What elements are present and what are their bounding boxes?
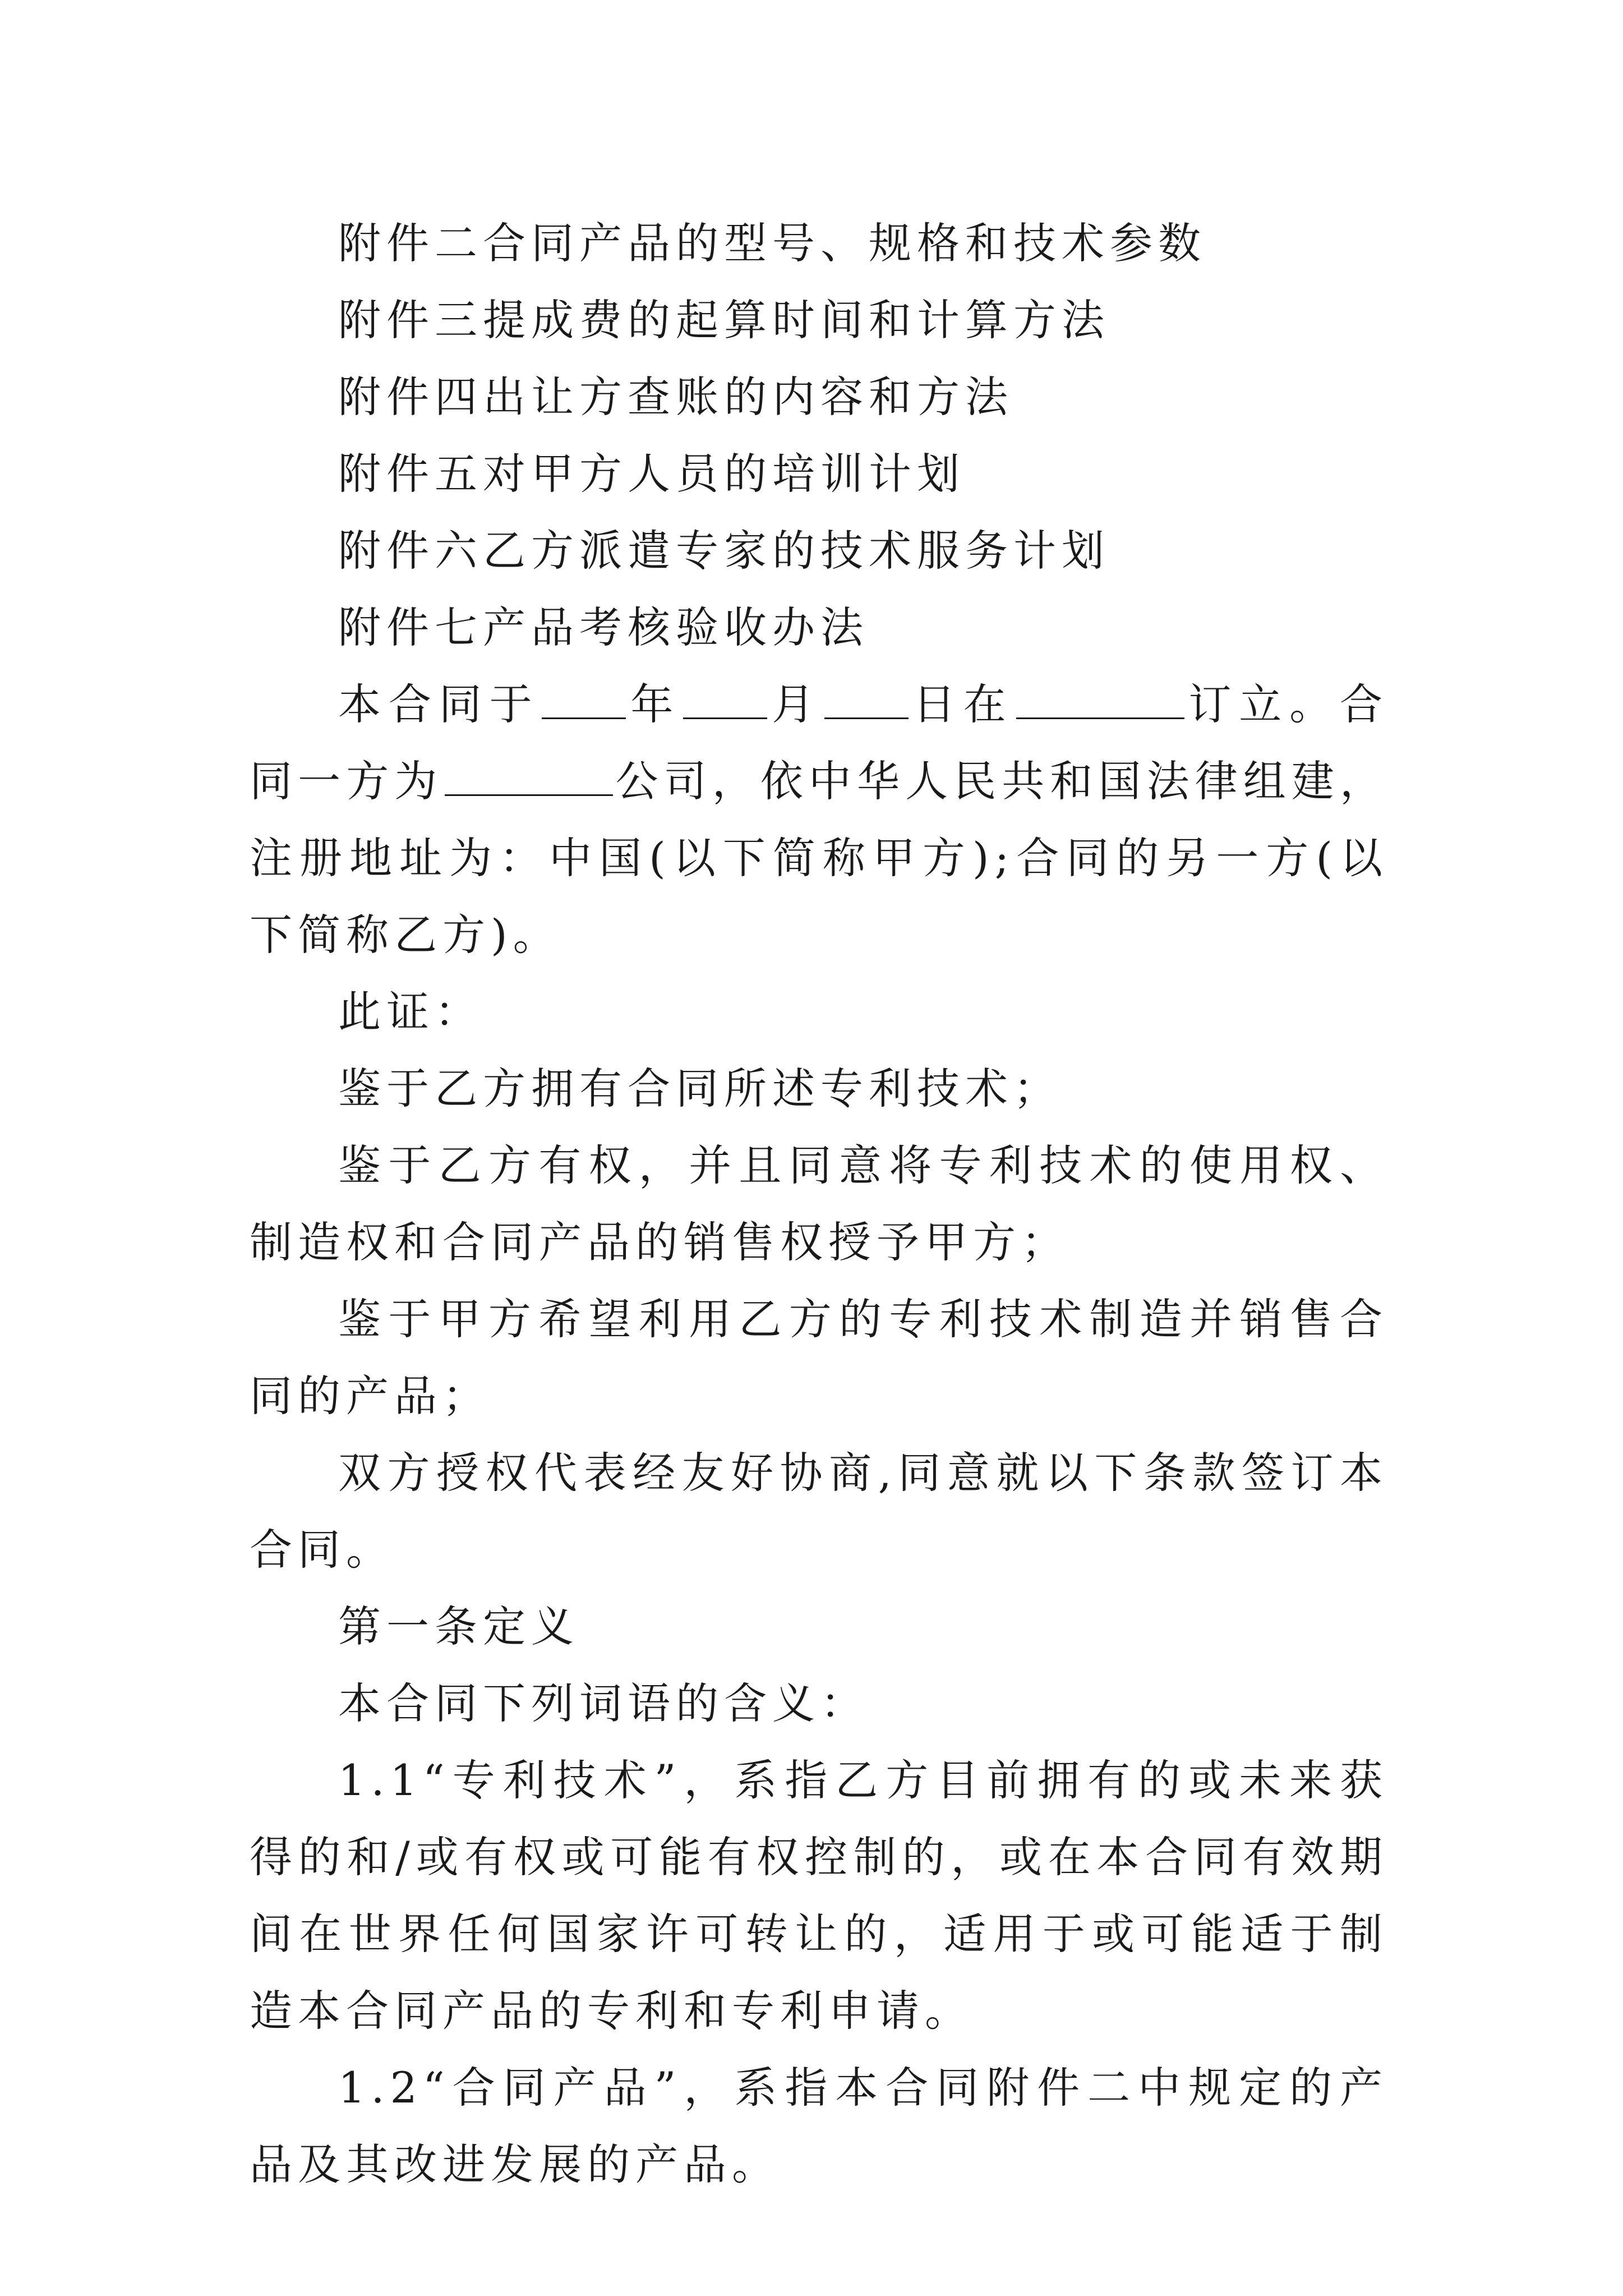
attachment-item: 附件六乙方派遣专家的技术服务计划 bbox=[338, 526, 1110, 576]
signing-text-intro: 本合同于 bbox=[338, 679, 540, 729]
recital-paragraph: 鉴于乙方拥有合同所述专利技术； bbox=[338, 1064, 1062, 1114]
month-label: 月 bbox=[769, 679, 822, 729]
year-blank bbox=[542, 678, 626, 719]
month-blank bbox=[683, 678, 767, 719]
definitions-intro: 本合同下列词语的含义： bbox=[338, 1678, 869, 1728]
company-blank bbox=[445, 755, 613, 796]
attachment-item: 附件四出让方查账的内容和方法 bbox=[338, 372, 1013, 422]
year-label: 年 bbox=[628, 679, 681, 729]
agreement-statement: 双方授权代表经友好协商,同意就以下条款签订本合同。 bbox=[250, 1448, 1388, 1575]
definition-clause: 1.2“合同产品”，系指本合同附件二中规定的产品及其改进发展的产品。 bbox=[250, 2063, 1388, 2189]
place-blank bbox=[1016, 678, 1184, 719]
attachment-item: 附件七产品考核验收办法 bbox=[338, 602, 869, 652]
article-heading: 第一条定义 bbox=[338, 1602, 579, 1651]
recital-paragraph: 鉴于甲方希望利用乙方的专利技术制造并销售合同的产品； bbox=[250, 1294, 1388, 1421]
attachment-item: 附件三提成费的起算时间和计算方法 bbox=[338, 295, 1110, 345]
day-label: 日在 bbox=[910, 679, 1014, 729]
attachment-item: 附件二合同产品的型号、规格和技术参数 bbox=[338, 218, 1206, 268]
recital-paragraph: 鉴于乙方有权，并且同意将专利技术的使用权、制造权和合同产品的销售权授予甲方； bbox=[250, 1140, 1388, 1267]
day-blank bbox=[824, 678, 909, 719]
signing-text-party: 订立。合同一方为 bbox=[250, 679, 1389, 806]
signing-paragraph bbox=[250, 666, 1388, 973]
witness-line: 此证： bbox=[338, 987, 483, 1037]
document-body bbox=[250, 205, 1388, 2203]
attachment-item: 附件五对甲方人员的培训计划 bbox=[338, 449, 965, 499]
signing-text-company: 公司，依中华人民共和国法律组建，注册地址为：中国(以下简称甲方);合同的另一方(以下简称乙方)。 bbox=[250, 756, 1389, 960]
definition-clause: 1.1“专利技术”，系指乙方目前拥有的或未来获得的和/或有权或可能有权控制的，或在本合同有效期间在世界任何国家许可转让的，适用于或可能适于制造本合同产品的专利和专利申请。 bbox=[250, 1755, 1388, 2036]
